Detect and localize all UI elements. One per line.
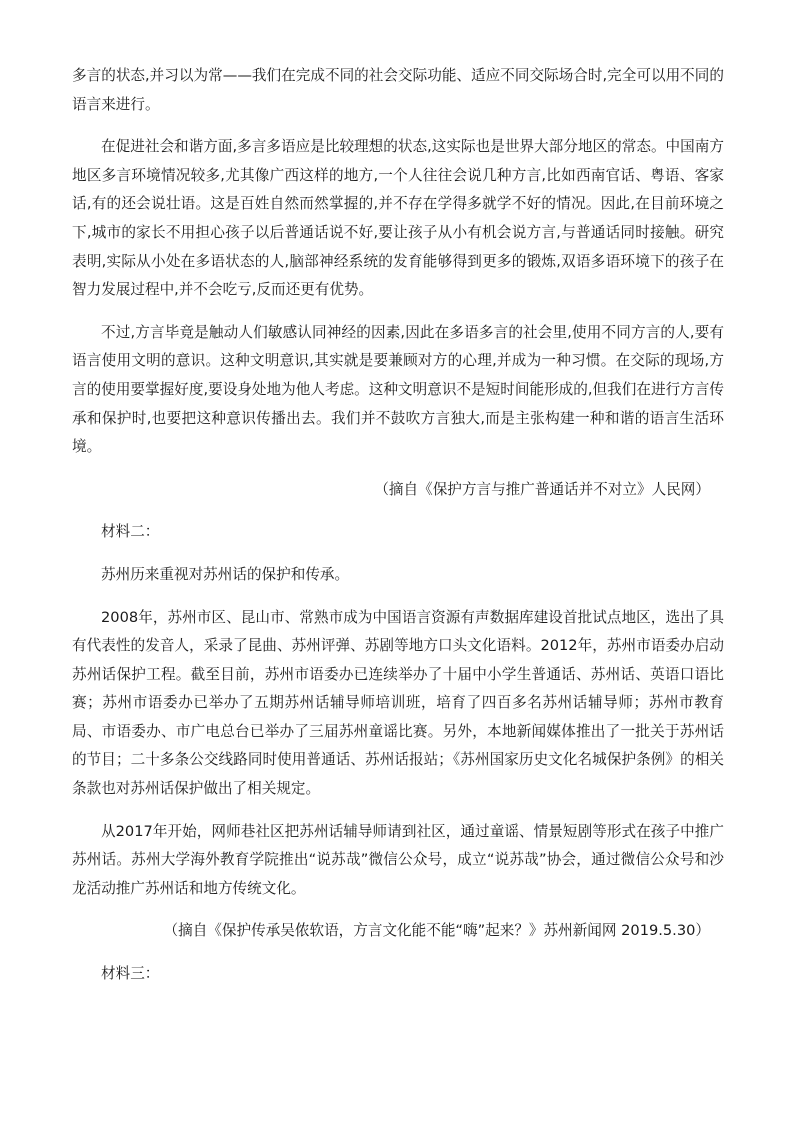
source-citation-1: （摘自《保护方言与推广普通话并不对立》人民网） bbox=[374, 480, 710, 498]
source-citation-2: （摘自《保护传承吴侬软语，方言文化能不能“嗨”起来？》苏州新闻网 2019.5.30） bbox=[163, 922, 710, 940]
document-page bbox=[72, 62, 724, 989]
paragraph-social-harmony: 在促进社会和谐方面,多言多语应是比较理想的状态,这实际也是世界大部分地区的常态。中国南方地区多言环境情况较多,尤其像广西这样的地方,一个人往往会说几种方言,比如西南官话、粤语、客家话,有的还会说壮语。这是百姓自然而然掌握的,并不存在学得多就学不好的情况。因此,在目前环境之下,城市的家长不用担心孩子以后普通话说不好,要让孩子从小有机会说方言,与普通话同时接触。研究表明,实际从小处在多语状态的人,脑部神经系统的发育能够得到更多的锻炼,双语多语环境下的孩子在智力发展过程中,并不会吃亏,反而还更有优势。 bbox=[72, 138, 724, 299]
material-2-paragraph-1: 2008年，苏州市区、昆山市、常熟市成为中国语言资源有声数据库建设首批试点地区，选出了具有代表性的发音人，采录了昆曲、苏州评弹、苏剧等地方口头文化语料。2012年，苏州市语委办启动苏州话保护工程。截至目前，苏州市语委办已连续举办了十届中小学生普通话、苏州话、英语口语比赛；苏州市语委办已举办了五期苏州话辅导师培训班，培育了四百多名苏州话辅导师；苏州市教育局、市语委办、市广电总台已举办了三届苏州童谣比赛。另外，本地新闻媒体推出了一批关于苏州话的节目；二十多条公交线路同时使用普通话、苏州话报站；《苏州国家历史文化名城保护条例》的相关条款也对苏州话保护做出了相关规定。 bbox=[72, 608, 724, 798]
material-2-intro: 苏州历来重视对苏州话的保护和传承。 bbox=[101, 565, 350, 583]
paragraph-continuation: 多言的状态,并习以为常——我们在完成不同的社会交际功能、适应不同交际场合时,完全可以用不同的语言来进行。 bbox=[72, 67, 724, 113]
material-2-paragraph-2: 从2017年开始，网师巷社区把苏州话辅导师请到社区，通过童谣、情景短剧等形式在孩子中推广苏州话。苏州大学海外教育学院推出“说苏哉”微信公众号，成立“说苏哉”协会，通过微信公众号和沙龙活动推广苏州话和地方传统文化。 bbox=[72, 822, 724, 897]
material-3-label: 材料三： bbox=[101, 965, 160, 983]
paragraph-civility-awareness: 不过,方言毕竟是触动人们敏感认同神经的因素,因此在多语多言的社会里,使用不同方言的人,要有语言使用文明的意识。这种文明意识,其实就是要兼顾对方的心理,并成为一种习惯。在交际的现场,方言的使用要掌握好度,要设身处地为他人考虑。这种文明意识不是短时间能形成的,但我们在进行方言传承和保护时,也要把这种意识传播出去。我们并不鼓吹方言独大,而是主张构建一种和谐的语言生活环境。 bbox=[72, 323, 724, 456]
material-2-label: 材料二： bbox=[101, 523, 160, 541]
